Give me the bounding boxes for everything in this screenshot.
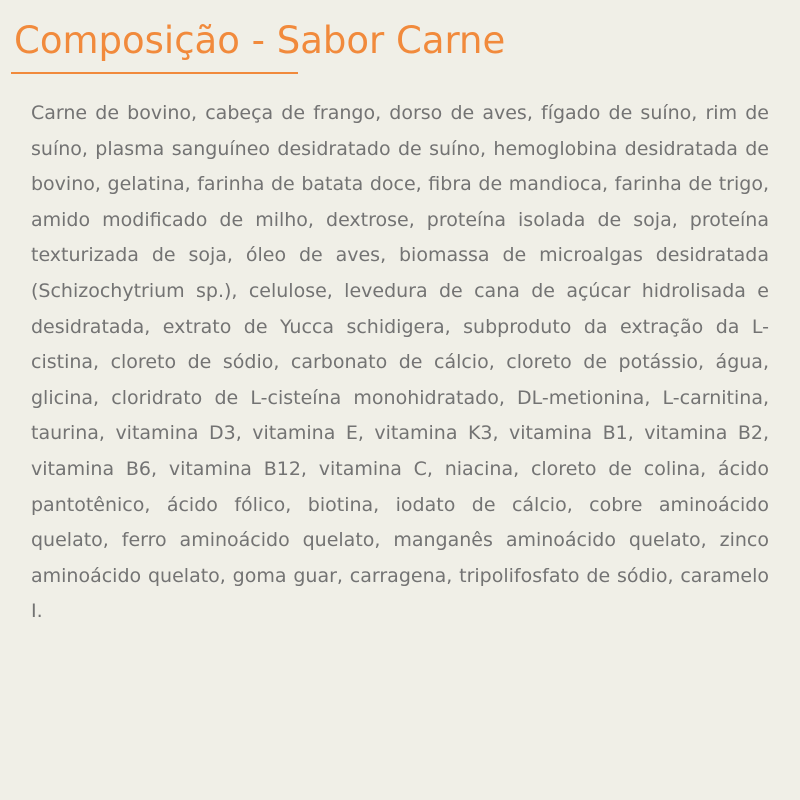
title-underline bbox=[11, 72, 298, 74]
page-title: Composição - Sabor Carne bbox=[14, 19, 506, 62]
ingredients-text: Carne de bovino, cabeça de frango, dorso de aves, fígado de suíno, rim de suíno, plasma sanguíneo desidratado de suíno, hemoglobina desidratada de bovino, gelatina, farinha de batata doce, fibra de mandioca, farinha de trigo, amido modificado de milho, dextrose, proteína isolada de soja, proteína texturizada de soja, óleo de aves, biomassa de microalgas desidratada (Schizochytrium sp.), celulose, levedura de cana de açúcar hidrolisada e desidratada, extrato de Yucca schidigera, subproduto da extração da L-cistina, cloreto de sódio, carbonato de cálcio, cloreto de potássio, água, glicina, cloridrato de L-cisteína monohidratado, DL-metionina, L-carnitina, taurina, vitamina D3, vitamina E, vitamina K3, vitamina B1, vitamina B2, vitamina B6, vitamina B12, vitamina C, niacina, cloreto de colina, ácido pantotênico, ácido fólico, biotina, iodato de cálcio, cobre aminoácido quelato, ferro aminoácido quelato, manganês aminoácido quelato, zinco aminoácido quelato, goma guar, carragena, tripolifosfato de sódio, caramelo I. bbox=[31, 102, 769, 623]
